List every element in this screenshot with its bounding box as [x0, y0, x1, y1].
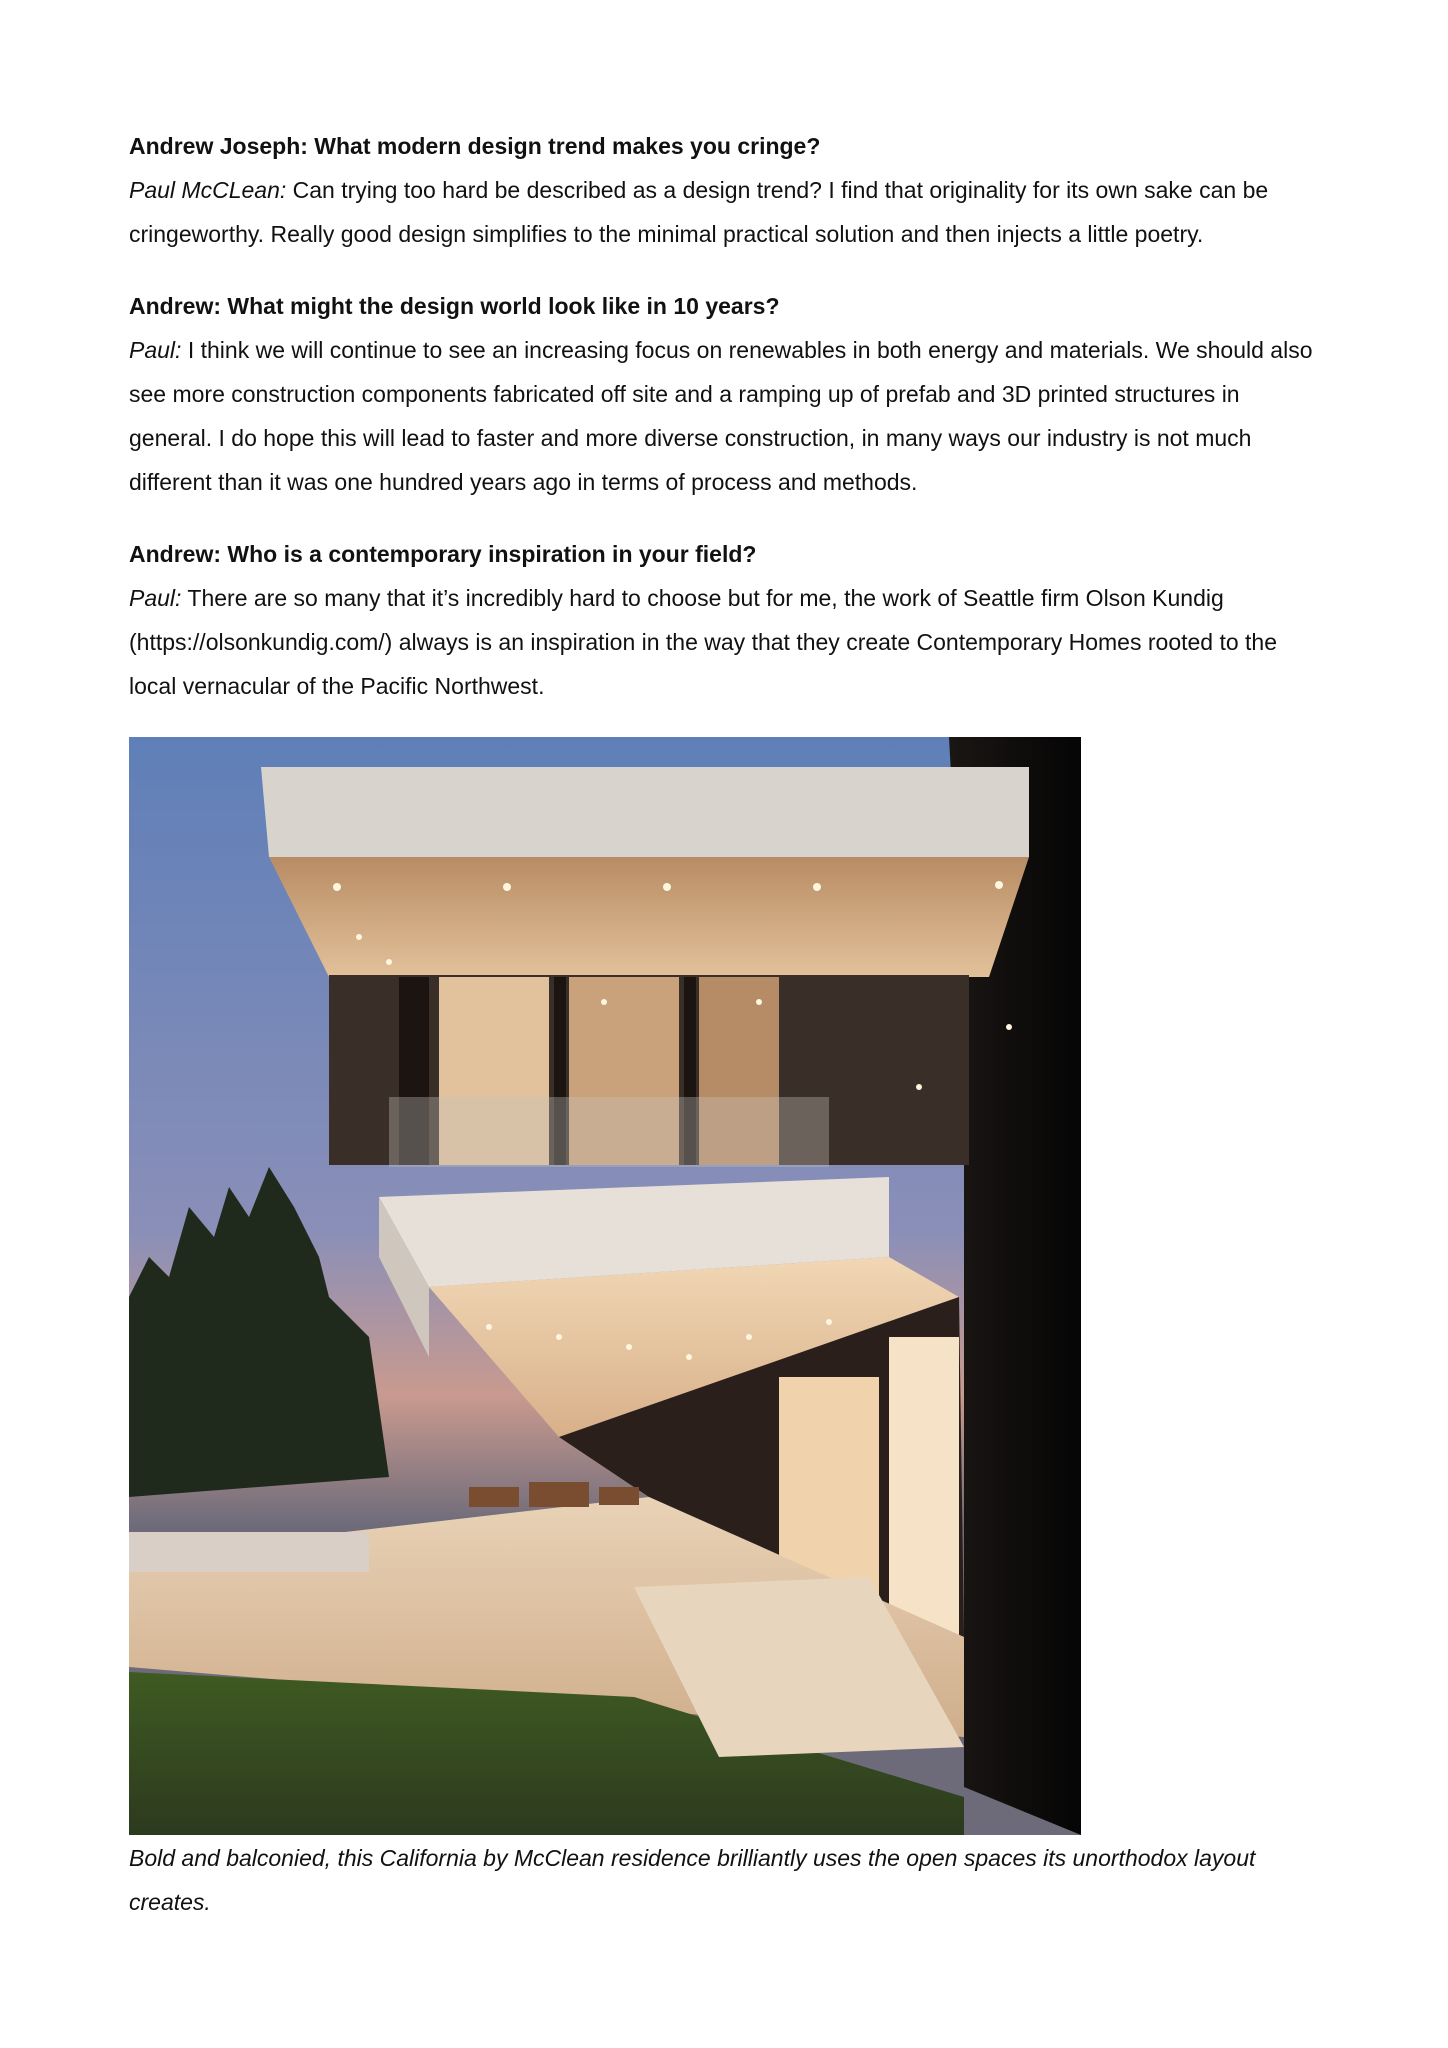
- answer-text: I think we will continue to see an increasing focus on renewables in both energy and materials. We should also see more construction components fabricated off site and a ramping up of prefab and 3D printed structures in general. I do hope this will lead to faster and more diverse construction, in many ways our industry is not much different than it was one hundred years ago in terms of process and methods.: [129, 337, 1313, 495]
- qa-block-3: [129, 532, 1329, 708]
- upper-ceiling: [269, 857, 1029, 977]
- question-2: Andrew: What might the design world look like in 10 years?: [129, 293, 780, 319]
- answer-1: [129, 168, 1329, 256]
- roof-fascia: [261, 767, 1029, 857]
- pool-deck: [129, 1532, 369, 1572]
- answer-3: [129, 576, 1329, 708]
- answer-text: Can trying too hard be described as a design trend? I find that originality for its own sake can be cringeworthy. Really good design simplifies to the minimal practical solution and then injects a little poetry.: [129, 177, 1269, 247]
- question-1: Andrew Joseph: What modern design trend makes you cringe?: [129, 133, 821, 159]
- answer-speaker: Paul:: [129, 337, 182, 363]
- glass-railing: [389, 1097, 829, 1167]
- answer-2: [129, 328, 1329, 504]
- answer-speaker: Paul McCLean:: [129, 177, 287, 203]
- interview-text: [129, 124, 1329, 736]
- house-photo: [129, 737, 1081, 1835]
- photo-caption: Bold and balconied, this California by McClean residence brilliantly uses the open spaces its unorthodox layout creates.: [129, 1845, 1256, 1915]
- qa-block-2: [129, 284, 1329, 504]
- answer-text: There are so many that it’s incredibly hard to choose but for me, the work of Seattle firm Olson Kundig (https://olsonkundig.com/) always is an inspiration in the way that they create Contemporary Homes rooted to the local vernacular of the Pacific Northwest.: [129, 585, 1278, 699]
- qa-block-1: [129, 124, 1329, 256]
- answer-speaker: Paul:: [129, 585, 182, 611]
- question-3: Andrew: Who is a contemporary inspiration in your field?: [129, 541, 757, 567]
